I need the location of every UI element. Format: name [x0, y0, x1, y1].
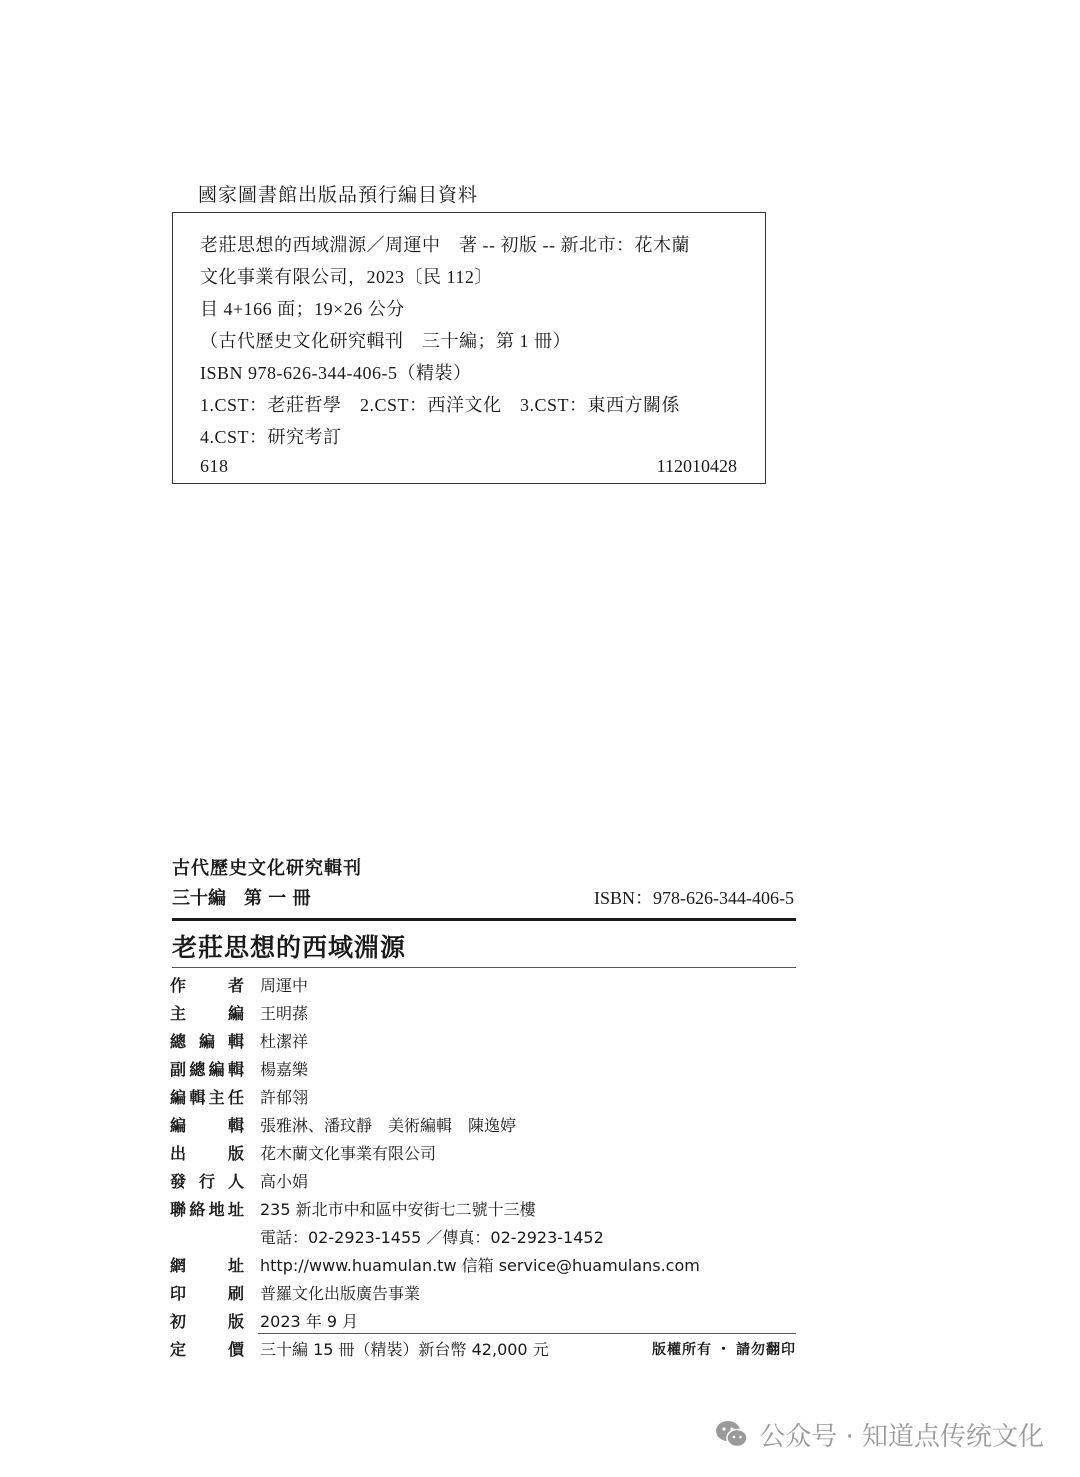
wechat-icon	[715, 1419, 749, 1449]
credit-label: 初版	[170, 1312, 244, 1331]
credit-label: 主編	[170, 1004, 244, 1023]
cip-line: 1.CST：老莊哲學 2.CST：西洋文化 3.CST：東西方關係	[200, 395, 681, 415]
cip-record-number: 112010428	[656, 456, 737, 476]
cip-line: 4.CST：研究考訂	[200, 427, 342, 447]
credit-value: 電話：02-2923-1455 ／傳真：02-2923-1452	[260, 1228, 604, 1247]
rule-divider	[172, 967, 796, 968]
book-title: 老莊思想的西域淵源	[172, 935, 407, 962]
credit-label: 副總編輯	[170, 1060, 244, 1079]
credit-label: 網址	[170, 1256, 244, 1275]
credit-label: 發行人	[170, 1172, 244, 1191]
credit-label: 印刷	[170, 1284, 244, 1303]
series-title: 古代歷史文化研究輯刊	[172, 858, 362, 879]
cip-line: （古代歷史文化研究輯刊 三十編；第 1 冊）	[200, 331, 571, 351]
credit-value: 高小娟	[260, 1172, 309, 1191]
cip-line: ISBN 978-626-344-406-5（精裝）	[200, 363, 472, 383]
credit-label: 編輯主任	[170, 1088, 244, 1107]
cip-class-number: 618	[200, 456, 229, 476]
isbn: ISBN：978-626-344-406-5	[594, 888, 794, 908]
credit-value: http://www.huamulan.tw 信箱 service@huamulans.com	[260, 1256, 700, 1275]
cip-record-box	[172, 212, 766, 484]
credit-value: 三十編 15 冊（精裝）新台幣 42,000 元	[260, 1340, 549, 1359]
cip-line: 目 4+166 面；19×26 公分	[200, 299, 405, 319]
credit-value: 周運中	[260, 976, 309, 995]
cip-line: 文化事業有限公司，2023〔民 112〕	[200, 267, 493, 287]
rights-notice: 版權所有 ・ 請勿翻印	[652, 1343, 796, 1358]
watermark	[715, 1414, 1044, 1454]
cip-heading: 國家圖書館出版品預行編目資料	[198, 184, 479, 206]
credit-value: 2023 年 9 月	[260, 1312, 359, 1331]
watermark-text: 公众号 · 知道点传统文化	[759, 1421, 1044, 1452]
credit-label: 總編輯	[170, 1032, 244, 1051]
credit-value: 花木蘭文化事業有限公司	[260, 1144, 437, 1163]
credit-label: 定價	[170, 1340, 244, 1359]
credit-value: 王明蓀	[260, 1004, 309, 1023]
credit-label: 出版	[170, 1144, 244, 1163]
credit-value: 普羅文化出版廣告事業	[260, 1284, 421, 1303]
credit-value: 杜潔祥	[260, 1032, 309, 1051]
credit-label: 編輯	[170, 1116, 244, 1135]
credit-value: 張雅淋、潘玟靜 美術編輯 陳逸婷	[260, 1116, 517, 1135]
cip-line: 老莊思想的西域淵源／周運中 著 -- 初版 -- 新北市：花木蘭	[200, 235, 690, 255]
credit-label: 聯絡地址	[170, 1200, 244, 1219]
rule-divider	[258, 1333, 796, 1334]
credit-value: 許郁翎	[260, 1088, 309, 1107]
credit-label: 作者	[170, 976, 244, 995]
rule-divider	[172, 918, 796, 921]
credit-value: 235 新北市中和區中安街七二號十三樓	[260, 1200, 536, 1219]
credit-value: 楊嘉樂	[260, 1060, 309, 1079]
series-volume: 三十編 第 一 冊	[172, 888, 311, 909]
